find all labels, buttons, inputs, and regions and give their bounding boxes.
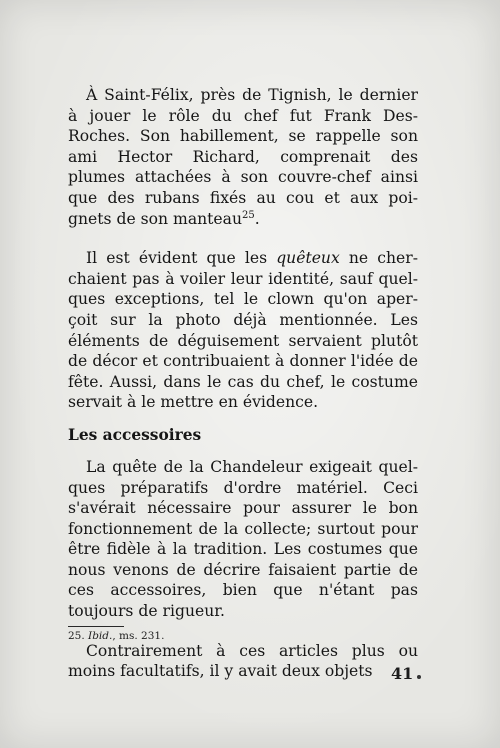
footnote-ref: , ms. 231. — [112, 630, 165, 642]
footnote-number: 25. — [68, 630, 85, 642]
paragraph-2-start: Il est évident que les — [86, 249, 277, 268]
italic-term: quêteux — [276, 249, 340, 268]
ink-dot — [417, 675, 421, 679]
paragraph-1-end: . — [254, 209, 260, 228]
paragraph-3: La quête de la Chandeleur exigeait quel-ques préparatifs d'ordre matériel. Ceci s'avérait nécessaire pour assurer le bon fonctionnement de la collecte; surtout pour être fidèle à la tradition. Les costumes que nous venons de décrire faisaient partie de ces accessoires, bien que n'étant pas toujours de rigueur. — [68, 457, 418, 621]
paragraph-4: Contrairement à ces articles plus ou moins facultatifs, il y avait deux objets — [68, 641, 418, 681]
footnote-source: Ibid. — [88, 630, 113, 642]
page-number: 41 — [391, 664, 414, 683]
heading-spacer — [68, 445, 418, 457]
footnote-reference: 25 — [242, 209, 255, 221]
section-heading: Les accessoires — [68, 425, 202, 444]
paragraph-1-text: À Saint-Félix, près de Tignish, le dernier à jouer le rôle du chef fut Frank Des-Roches. Son habillement, se rappelle son ami Hector Richard, comprenait des plumes attachées à son couvre-chef ainsi que des rubans fixés au cou et aux poi-gnets de son manteau — [68, 86, 418, 228]
heading-spacer — [68, 413, 418, 425]
footnote-separator — [68, 626, 124, 627]
footnote — [68, 630, 164, 642]
paragraph-2 — [68, 248, 418, 413]
paragraph-spacer — [68, 229, 418, 248]
paragraph-2-rest: ne cher-chaient pas à voiler leur identité, sauf quel-ques exceptions, tel le clown qu'on aper-çoit sur la photo déjà mentionnée. Les éléments de déguisement servaient plutôt de décor et contribuaient à donner l'idée de fête. Aussi, dans le cas du chef, le costume servait à le mettre en évidence. — [68, 249, 418, 412]
paragraph-1 — [68, 85, 418, 229]
main-text — [68, 85, 418, 682]
